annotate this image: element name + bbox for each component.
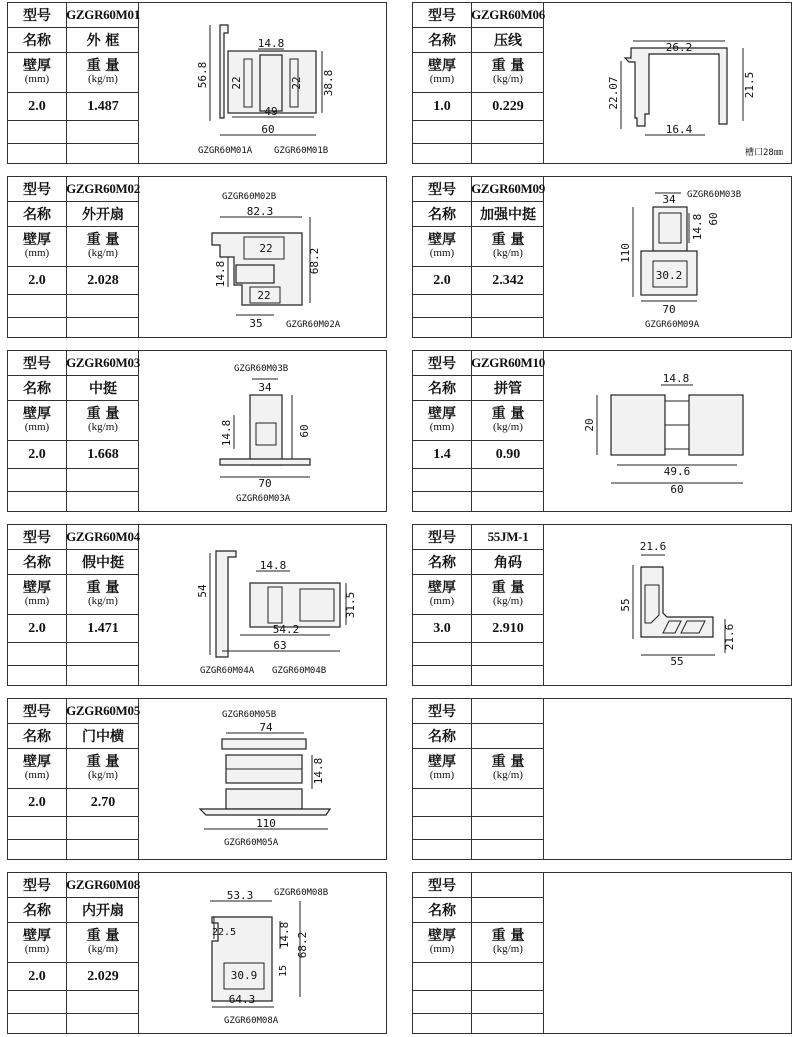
spec-table [8, 873, 139, 1033]
thickness-label: 壁厚 [23, 231, 51, 248]
thickness-label: 壁厚 [23, 579, 51, 596]
model-row [8, 699, 139, 724]
weight-label: 重 量 [86, 405, 120, 422]
value-row [8, 789, 139, 817]
weight-value: 0.229 [492, 98, 524, 114]
header-row [413, 923, 544, 963]
blank-row [8, 643, 139, 666]
model-label: 型号 [428, 878, 456, 894]
model-row [8, 3, 139, 28]
value-row [413, 441, 544, 469]
blank-row [8, 817, 139, 840]
spec-table [413, 699, 544, 859]
dimension-label: 74 [259, 721, 273, 734]
name-label: 名称 [23, 381, 51, 397]
model-value: 55JM-1 [487, 529, 529, 544]
dimension-label: 34 [258, 381, 272, 394]
weight-value: 2.029 [87, 968, 119, 984]
name-row [8, 376, 139, 401]
weight-value [472, 789, 544, 816]
weight-unit: (kg/m) [493, 594, 523, 607]
name-value: 外 框 [86, 33, 120, 49]
profile-card [412, 350, 792, 512]
header-row [8, 575, 139, 615]
header-row [413, 749, 544, 789]
dimension-label: 38.8 [322, 69, 335, 97]
blank-row [413, 817, 544, 840]
profile-card [7, 2, 387, 164]
thickness-value: 2.0 [28, 446, 46, 462]
model-label: 型号 [428, 530, 456, 546]
name-label: 名称 [428, 903, 456, 919]
dimension-label: 54.2 [272, 623, 300, 636]
name-label: 名称 [23, 903, 51, 919]
model-label: 型号 [428, 704, 456, 720]
dimension-label: 35 [249, 317, 263, 330]
dimension-label: 20 [583, 418, 596, 432]
blank-row [8, 1014, 139, 1033]
name-value [472, 724, 544, 748]
blank-row [8, 295, 139, 318]
blank-row [413, 318, 544, 337]
thickness-value: 2.0 [28, 98, 46, 114]
name-label: 名称 [428, 555, 456, 571]
weight-label: 重 量 [86, 231, 120, 248]
blank-row [8, 469, 139, 492]
dimension-label: 22.07 [607, 76, 620, 110]
weight-unit: (kg/m) [88, 942, 118, 955]
drawing-code: GZGR60M03B [687, 190, 742, 200]
dimension-label: 68.2 [296, 931, 309, 959]
drawing-code: GZGR60M02A [286, 320, 341, 330]
blank-row [413, 469, 544, 492]
blank-row [8, 840, 139, 859]
name-label: 名称 [23, 729, 51, 745]
model-value: GZGR60M05 [66, 703, 140, 718]
thickness-unit: (mm) [429, 420, 455, 433]
thickness-label: 壁厚 [428, 405, 456, 422]
name-label: 名称 [23, 33, 51, 49]
dimension-label: 16.4 [665, 123, 693, 136]
dimension-label: 54 [196, 584, 209, 598]
profile-card [7, 176, 387, 338]
blank-row [413, 121, 544, 144]
name-value: 中挺 [89, 381, 117, 397]
profile-drawing [545, 699, 791, 859]
name-row [413, 550, 544, 575]
name-label: 名称 [428, 207, 456, 223]
thickness-value: 1.0 [433, 98, 451, 114]
dimension-label: 14.8 [312, 757, 325, 785]
name-row [413, 898, 544, 923]
name-row [413, 28, 544, 53]
weight-label: 重 量 [86, 753, 120, 770]
dimension-label: 55 [670, 655, 684, 668]
dimension-label: 68.2 [308, 247, 321, 275]
value-row [413, 93, 544, 121]
model-row [8, 873, 139, 898]
dimension-label: 21.6 [723, 623, 736, 651]
profile-drawing [140, 3, 386, 163]
drawing-code: GZGR60M01A [198, 146, 253, 156]
name-row [8, 724, 139, 749]
profile-drawing [545, 3, 791, 163]
thickness-unit: (mm) [24, 942, 50, 955]
name-value: 外开扇 [82, 207, 124, 223]
drawing-code: GZGR60M02B [222, 192, 277, 202]
spec-table [8, 699, 139, 859]
model-row [413, 525, 544, 550]
thickness-label: 壁厚 [23, 927, 51, 944]
thickness-unit: (mm) [24, 594, 50, 607]
model-row [413, 873, 544, 898]
dimension-label: 14.8 [257, 37, 285, 50]
dimension-label: 49.6 [663, 465, 691, 478]
blank-row [413, 991, 544, 1014]
name-value: 角码 [494, 555, 522, 571]
weight-value: 2.342 [492, 272, 524, 288]
value-row [413, 615, 544, 643]
weight-unit: (kg/m) [88, 246, 118, 259]
weight-label: 重 量 [86, 579, 120, 596]
dimension-label: 14.8 [278, 921, 291, 949]
dimension-label: 30.2 [655, 269, 683, 282]
name-value: 拼管 [494, 381, 522, 397]
dimension-label: 34 [662, 193, 676, 206]
name-value: 加强中挺 [480, 207, 536, 223]
blank-row [8, 121, 139, 144]
value-row [8, 963, 139, 991]
name-label: 名称 [428, 33, 456, 49]
dimension-label: 22 [257, 289, 271, 302]
model-value: GZGR60M08 [66, 877, 140, 892]
header-row [8, 227, 139, 267]
dimension-label: 14.8 [220, 419, 233, 447]
name-row [8, 202, 139, 227]
header-row [413, 575, 544, 615]
model-value: GZGR60M04 [66, 529, 140, 544]
name-label: 名称 [428, 381, 456, 397]
spec-table [413, 177, 544, 337]
profile-card [7, 698, 387, 860]
drawing-code: GZGR60M03A [236, 494, 291, 504]
model-label: 型号 [23, 182, 51, 198]
blank-row [8, 666, 139, 685]
dimension-label: 55 [619, 598, 632, 612]
model-row [413, 177, 544, 202]
weight-unit: (kg/m) [88, 768, 118, 781]
drawing-code: GZGR60M05A [224, 838, 279, 848]
name-row [8, 28, 139, 53]
dimension-label: 60 [707, 212, 720, 226]
profile-card [7, 350, 387, 512]
weight-label: 重 量 [491, 231, 525, 248]
name-row [8, 550, 139, 575]
thickness-unit: (mm) [429, 246, 455, 259]
model-label: 型号 [428, 356, 456, 372]
thickness-label: 壁厚 [428, 927, 456, 944]
model-value: GZGR60M02 [66, 181, 140, 196]
dimension-label: 110 [619, 243, 632, 263]
thickness-value: 2.0 [28, 620, 46, 636]
drawing-code: GZGR60M04A [200, 666, 255, 676]
value-row [413, 963, 544, 991]
model-row [413, 3, 544, 28]
dimension-label: 70 [258, 477, 272, 490]
profile-card [412, 2, 792, 164]
model-row [8, 525, 139, 550]
dimension-label: 22 [259, 242, 273, 255]
profile-drawing [545, 873, 791, 1033]
dimension-label: 14.8 [691, 213, 704, 241]
spec-table [8, 3, 139, 163]
model-value [472, 699, 544, 723]
dimension-label: 14.8 [259, 559, 287, 572]
name-row [8, 898, 139, 923]
blank-row [413, 840, 544, 859]
thickness-unit: (mm) [429, 768, 455, 781]
weight-value: 2.028 [87, 272, 119, 288]
model-label: 型号 [23, 8, 51, 24]
thickness-value: 2.0 [28, 794, 46, 810]
model-label: 型号 [23, 356, 51, 372]
thickness-unit: (mm) [429, 594, 455, 607]
dimension-label: 26.2 [665, 41, 693, 54]
model-row [8, 351, 139, 376]
drawing-code: GZGR60M09A [645, 320, 700, 330]
weight-label: 重 量 [86, 57, 120, 74]
profile-card [7, 872, 387, 1034]
weight-unit: (kg/m) [493, 420, 523, 433]
drawing-code: GZGR60M04B [272, 666, 327, 676]
thickness-label: 壁厚 [428, 579, 456, 596]
dimension-label: 110 [256, 817, 276, 830]
blank-row [413, 492, 544, 511]
weight-unit: (kg/m) [493, 942, 523, 955]
thickness-unit: (mm) [24, 420, 50, 433]
thickness-label: 壁厚 [23, 753, 51, 770]
weight-value [472, 963, 544, 990]
spec-table [8, 525, 139, 685]
thickness-value [413, 789, 471, 816]
dimension-label: 64.3 [228, 993, 256, 1006]
blank-row [413, 295, 544, 318]
dimension-label: 21.6 [639, 540, 667, 553]
value-row [8, 441, 139, 469]
header-row [8, 749, 139, 789]
thickness-label: 壁厚 [23, 405, 51, 422]
blank-row [413, 666, 544, 685]
thickness-label: 壁厚 [428, 231, 456, 248]
value-row [413, 789, 544, 817]
profile-card [7, 524, 387, 686]
thickness-label: 壁厚 [23, 57, 51, 74]
blank-row [413, 643, 544, 666]
profile-drawing [140, 525, 386, 685]
blank-row [8, 991, 139, 1014]
name-value: 内开扇 [82, 903, 124, 919]
name-label: 名称 [428, 729, 456, 745]
name-value [472, 898, 544, 922]
header-row [413, 227, 544, 267]
header-row [413, 53, 544, 93]
model-value: GZGR60M01 [66, 7, 140, 22]
dimension-label: 70 [662, 303, 676, 316]
weight-unit: (kg/m) [88, 594, 118, 607]
value-row [8, 267, 139, 295]
spec-table [8, 177, 139, 337]
weight-label: 重 量 [491, 579, 525, 596]
profile-card [412, 872, 792, 1034]
dimension-label: 14.8 [662, 372, 690, 385]
thickness-unit: (mm) [429, 942, 455, 955]
profile-drawing [140, 351, 386, 511]
model-label: 型号 [23, 530, 51, 546]
header-row [8, 923, 139, 963]
dimension-label: 49 [264, 105, 278, 118]
profile-drawing [545, 177, 791, 337]
blank-row [8, 492, 139, 511]
model-row [8, 177, 139, 202]
thickness-value: 2.0 [433, 272, 451, 288]
profile-card [412, 524, 792, 686]
dimension-label: 14.8 [214, 260, 227, 288]
model-value: GZGR60M10 [471, 355, 545, 370]
dimension-label: 22 [230, 76, 243, 90]
model-value: GZGR60M09 [471, 181, 545, 196]
model-label: 型号 [23, 704, 51, 720]
name-value: 假中挺 [82, 555, 124, 571]
name-row [413, 724, 544, 749]
drawing-code: GZGR60M05B [222, 710, 277, 720]
header-row [413, 401, 544, 441]
thickness-value: 1.4 [433, 446, 451, 462]
weight-unit: (kg/m) [88, 420, 118, 433]
model-row [413, 699, 544, 724]
value-row [413, 267, 544, 295]
drawing-code: GZGR60M08B [274, 888, 329, 898]
thickness-value [413, 963, 471, 990]
drawing-code: GZGR60M01B [274, 146, 329, 156]
thickness-unit: (mm) [24, 768, 50, 781]
profile-drawing [140, 873, 386, 1033]
name-label: 名称 [23, 555, 51, 571]
weight-unit: (kg/m) [493, 246, 523, 259]
spec-table [413, 873, 544, 1033]
dimension-label: 21.5 [743, 71, 756, 99]
thickness-label: 壁厚 [428, 57, 456, 74]
name-label: 名称 [23, 207, 51, 223]
weight-label: 重 量 [491, 753, 525, 770]
dimension-label: 30.9 [230, 969, 258, 982]
model-row [413, 351, 544, 376]
model-value: GZGR60M03 [66, 355, 140, 370]
name-row [413, 376, 544, 401]
dimension-label: 60 [670, 483, 684, 496]
model-value [472, 873, 544, 897]
thickness-value: 2.0 [28, 272, 46, 288]
blank-row [413, 1014, 544, 1033]
weight-value: 2.70 [90, 794, 116, 810]
weight-value: 2.910 [492, 620, 524, 636]
dimension-label: 60 [298, 424, 311, 438]
dimension-label: 22 [290, 76, 303, 90]
weight-label: 重 量 [491, 405, 525, 422]
blank-row [8, 318, 139, 337]
drawing-code: 槽口28㎜ [745, 148, 783, 158]
weight-value: 1.668 [87, 446, 119, 462]
header-row [8, 53, 139, 93]
spec-table [413, 3, 544, 163]
dimension-label: 22.5 [211, 927, 237, 938]
dimension-label: 56.8 [196, 61, 209, 89]
spec-table [413, 351, 544, 511]
drawing-code: GZGR60M03B [234, 364, 289, 374]
thickness-value: 3.0 [433, 620, 451, 636]
dimension-label: 60 [261, 123, 275, 136]
blank-row [8, 144, 139, 163]
dimension-label: 63 [273, 639, 287, 652]
thickness-label: 壁厚 [428, 753, 456, 770]
profile-drawing [545, 525, 791, 685]
weight-unit: (kg/m) [493, 72, 523, 85]
dimension-label: 15 [278, 964, 289, 978]
model-value: GZGR60M06 [471, 7, 545, 22]
blank-row [413, 144, 544, 163]
profile-card [412, 698, 792, 860]
weight-value: 1.487 [87, 98, 119, 114]
weight-value: 0.90 [495, 446, 521, 462]
weight-unit: (kg/m) [493, 768, 523, 781]
name-value: 门中横 [82, 729, 124, 745]
model-label: 型号 [23, 878, 51, 894]
name-value: 压线 [494, 33, 522, 49]
spec-table [413, 525, 544, 685]
value-row [8, 615, 139, 643]
weight-label: 重 量 [86, 927, 120, 944]
thickness-unit: (mm) [24, 246, 50, 259]
dimension-label: 82.3 [246, 205, 274, 218]
weight-label: 重 量 [491, 57, 525, 74]
thickness-unit: (mm) [429, 72, 455, 85]
weight-label: 重 量 [491, 927, 525, 944]
dimension-label: 53.3 [226, 889, 254, 902]
profile-drawing [545, 351, 791, 511]
model-label: 型号 [428, 182, 456, 198]
thickness-value: 2.0 [28, 968, 46, 984]
dimension-label: 31.5 [344, 591, 357, 619]
thickness-unit: (mm) [24, 72, 50, 85]
name-row [413, 202, 544, 227]
profile-drawing [140, 177, 386, 337]
model-label: 型号 [428, 8, 456, 24]
value-row [8, 93, 139, 121]
header-row [8, 401, 139, 441]
weight-unit: (kg/m) [88, 72, 118, 85]
profile-drawing [140, 699, 386, 859]
weight-value: 1.471 [87, 620, 119, 636]
drawing-code: GZGR60M08A [224, 1016, 279, 1026]
profile-card [412, 176, 792, 338]
spec-table [8, 351, 139, 511]
